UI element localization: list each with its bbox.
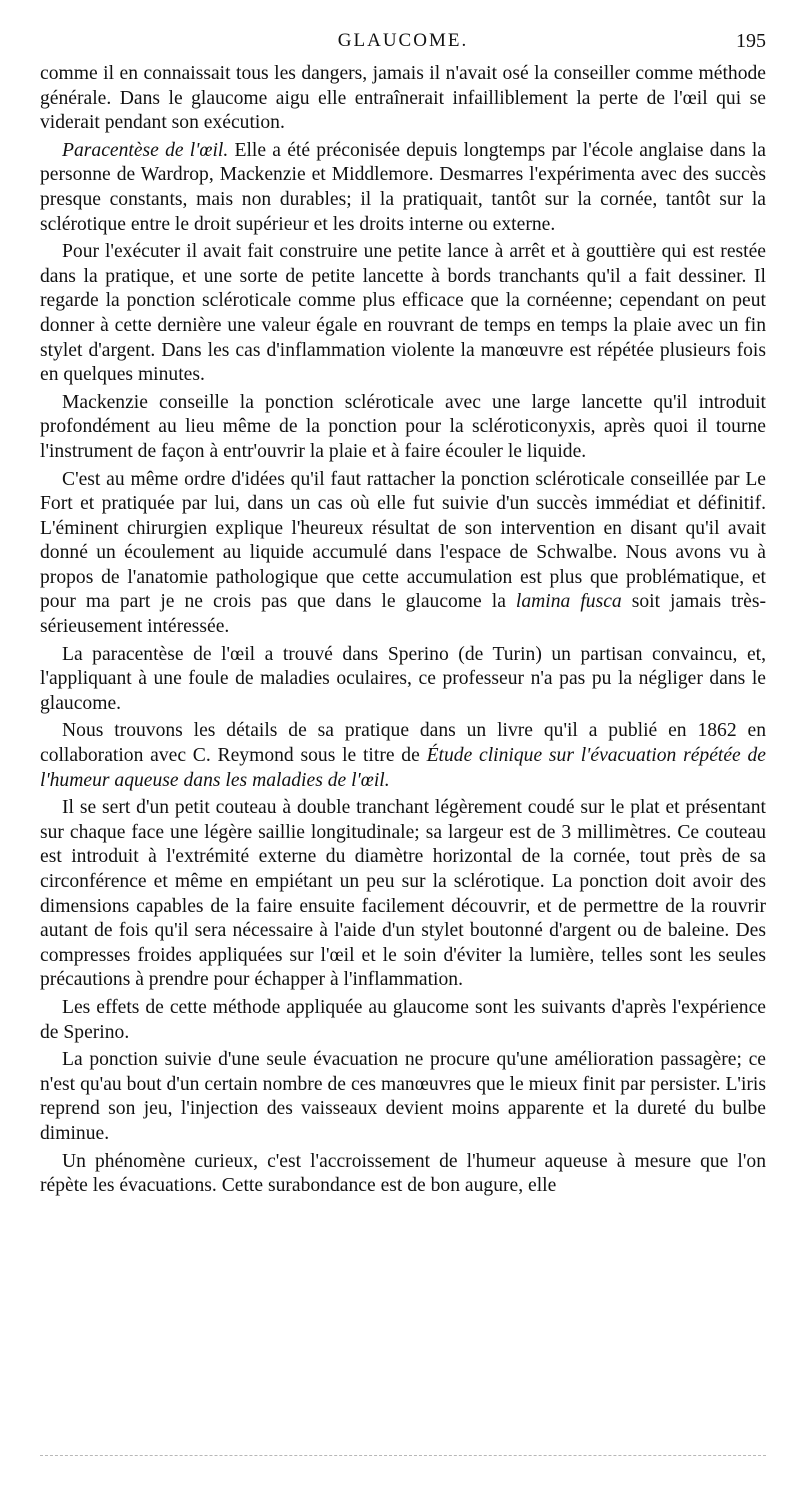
text-run: soit jamais très-sérieusement intéressée. <box>40 591 766 638</box>
text-run: La ponction suivie d'une seule évacuation ne procure qu'une amélioration passagère; ce n'est qu'au bout d'un certain nombre de ces manœuvres que le mieux finit par persister. L'iris reprend son jeu, l'injection des vaisseaux devient moins apparente et la dureté du bulbe diminue. <box>40 1049 766 1144</box>
body-text <box>40 62 766 1199</box>
paragraph <box>40 643 766 717</box>
italic-text: Paracentèse de l'œil. <box>62 139 229 161</box>
paragraph <box>40 391 766 465</box>
paragraph <box>40 1048 766 1146</box>
text-run: La paracentèse de l'œil a trouvé dans Sperino (de Turin) un partisan convaincu, et, l'appliquant à une foule de maladies oculaires, ce professeur n'a pas pu la négliger dans le glaucome. <box>40 643 766 714</box>
text-run: Les effets de cette méthode appliquée au glaucome sont les suivants d'après l'expérience de Sperino. <box>40 996 766 1043</box>
paragraph <box>40 139 766 237</box>
footer-rule <box>40 1455 766 1456</box>
page-header <box>40 30 766 54</box>
text-run: Pour l'exécuter il avait fait construire une petite lance à arrêt et à gouttière qui est restée dans la pratique, et une sorte de petite lancette à bords tranchants qu'il a fait dessiner. Il regarde la ponction scléroticale comme plus efficace que la cornéenne; cependant on peut donner à cette dernière une valeur égale en rouvrant de temps en temps la plaie avec un fin stylet d'argent. Dans les cas d'inflammation violente la manœuvre est répétée plusieurs fois en quelques minutes. <box>40 241 766 386</box>
page-number: 195 <box>736 30 766 52</box>
paragraph <box>40 468 766 640</box>
text-run: Mackenzie conseille la ponction scléroticale avec une large lancette qu'il introduit profondément au lieu même de la ponction pour la scléroticonyxis, après quoi il tourne l'instrument de façon à entr'ouvrir la plaie et à faire écouler le liquide. <box>40 391 766 462</box>
text-run: C'est au même ordre d'idées qu'il faut rattacher la ponction scléroticale conseillée par Le Fort et pratiquée par lui, dans un cas où elle fut suivie d'un succès immédiat et définitif. L'éminent chirurgien explique l'heureux résultat de son intervention en disant qu'il avait donné un écoulement au liquide accumulé dans l'espace de Schwalbe. Nous avons vu à propos de l'anatomie pathologique que cette accumulation est plus que problématique, et pour ma part je ne crois pas que dans le glaucome la <box>40 468 766 613</box>
running-title: GLAUCOME. <box>337 30 469 51</box>
text-run: comme il en connaissait tous les dangers, jamais il n'avait osé la conseiller comme méthode générale. Dans le glaucome aigu elle entraînerait infailliblement la perte de l'œil qui se viderait pendant son exécution. <box>40 63 766 134</box>
paragraph <box>40 62 766 136</box>
paragraph <box>40 796 766 993</box>
text-run: Nous trouvons les détails de sa pratique dans un livre qu'il a publié en 1862 en collaboration avec C. Reymond sous le titre de <box>40 720 766 767</box>
paragraph <box>40 1150 766 1199</box>
paragraph <box>40 996 766 1045</box>
text-run: Il se sert d'un petit couteau à double tranchant légèrement coudé sur le plat et présentant sur chaque face une légère saillie longitudinale; sa largeur est de 3 millimètres. Ce couteau est introduit à l'extrémité externe du diamètre horizontal de la cornée, tout près de sa circonférence et même en empiétant un peu sur la sclérotique. La ponction doit avoir des dimensions capables de la faire ensuite facilement découvrir, et de permettre de la rouvrir autant de fois qu'il sera nécessaire à l'aide d'un stylet boutonné d'argent ou de baleine. Des compresses froides appliquées sur l'œil et le soin d'éviter la lumière, telles sont les seules précautions à prendre pour échapper à l'inflammation. <box>40 797 766 991</box>
italic-text: Étude clinique sur l'évacuation répétée de l'humeur aqueuse dans les maladies de l'œil. <box>40 745 767 791</box>
text-run: Elle a été préconisée depuis longtemps par l'école anglaise dans la personne de Wardrop, Mackenzie et Middlemore. Desmarres l'expérimenta avec des succès presque constants, mais non durables; il la pratiquait, tantôt sur la cornée, tantôt sur la sclérotique entre le droit supérieur et les droits interne ou externe. <box>40 139 766 235</box>
paragraph <box>40 719 766 793</box>
text-run: Un phénomène curieux, c'est l'accroissement de l'humeur aqueuse à mesure que l'on répète les évacuations. Cette surabondance est de bon augure, elle <box>40 1150 766 1197</box>
italic-text: lamina fusca <box>515 591 622 613</box>
paragraph <box>40 240 766 388</box>
